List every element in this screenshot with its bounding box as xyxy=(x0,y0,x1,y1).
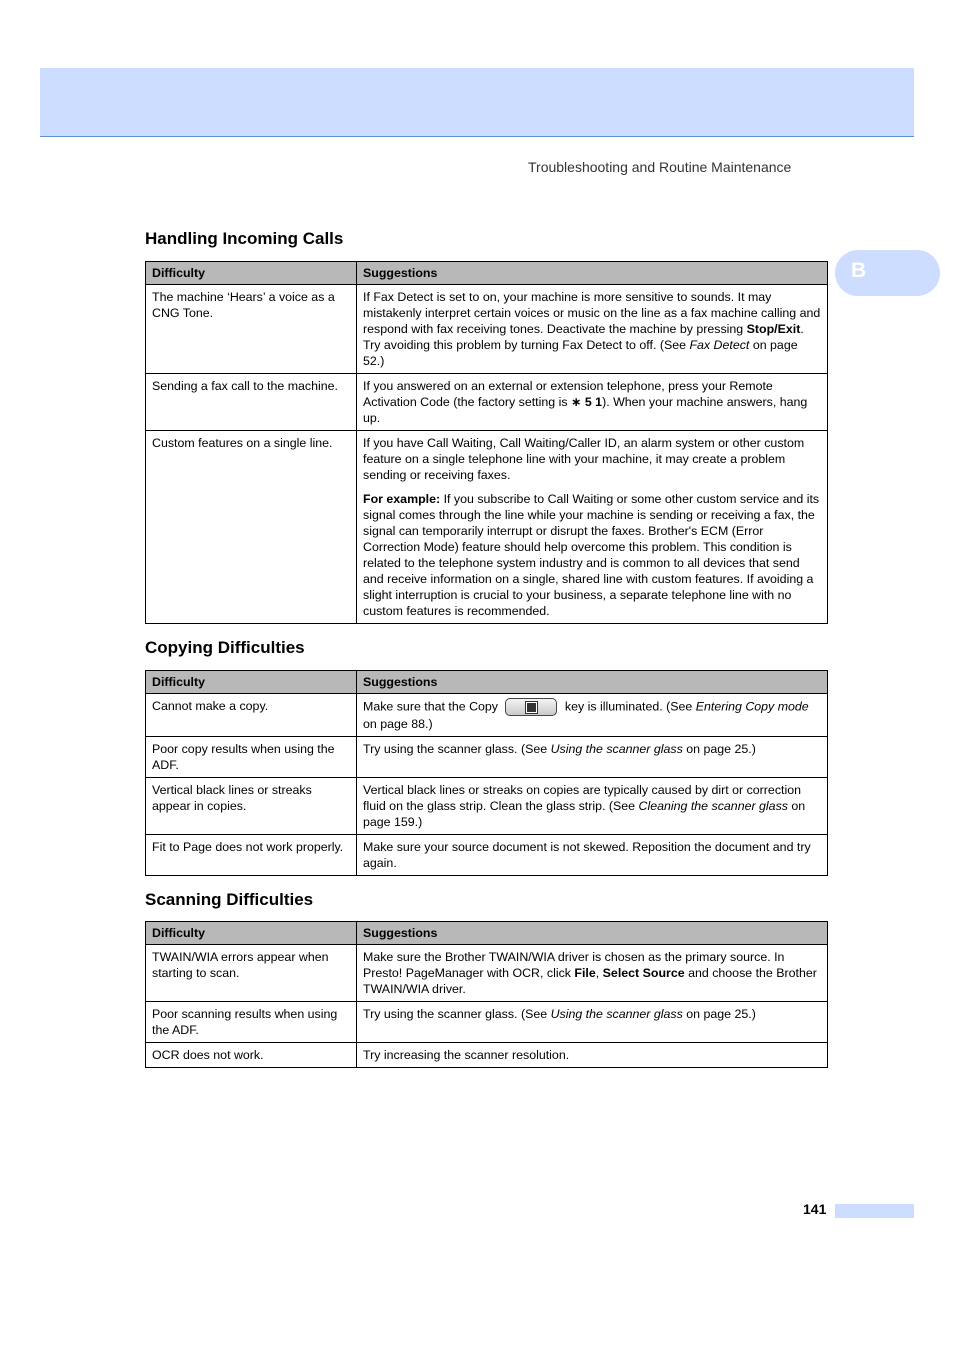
section-title-incoming-calls: Handling Incoming Calls xyxy=(145,229,344,248)
bold-text: File xyxy=(574,966,596,980)
column-header-difficulty: Difficulty xyxy=(146,922,357,945)
table-row xyxy=(146,778,828,835)
text-run: ). When your machine answers, hang up. xyxy=(363,395,808,425)
column-header-suggestions: Suggestions xyxy=(357,922,828,945)
table-incoming-calls xyxy=(145,261,828,624)
reference-text: Fax Detect xyxy=(689,338,750,352)
text-run: If you subscribe to Call Waiting or some other custom service and its signal comes through the line while your machine is sending or receiving a fax, the signal can temporarily interrupt or disrupt the faxes. Brother's ECM (Error Correction Mode) feature should help overcome this problem. This condition is related to the telephone system industry and is common to all devices that send and receive information on a single, shared line with custom features. If avoiding a slight interruption is crucial to your business, a separate telephone line with no custom features is recommended. xyxy=(363,492,820,618)
text-run: Vertical black lines or streaks on copies are typically caused by dirt or correction fluid on the glass strip. Clean the glass strip. (See xyxy=(363,783,801,813)
table-row xyxy=(146,835,828,876)
text-run: If Fax Detect is set to on, your machine is more sensitive to sounds. It may mistakenly interpret certain voices or music on the line as a fax machine calling and respond with fax receiving tones. Deactivate the machine by pressing xyxy=(363,290,821,336)
text-run: Make sure your source document is not skewed. Reposition the document and try again. xyxy=(363,840,811,870)
table-row xyxy=(146,945,828,1002)
table-header-row xyxy=(146,922,828,945)
suggestions-cell xyxy=(357,374,828,431)
table-row xyxy=(146,694,828,737)
column-header-difficulty: Difficulty xyxy=(146,262,357,285)
chapter-tab xyxy=(835,250,940,296)
reference-text: Using the scanner glass xyxy=(550,742,683,756)
difficulty-cell: Sending a fax call to the machine. xyxy=(146,374,357,431)
bold-text: For example: xyxy=(363,492,441,506)
difficulty-cell: The machine ‘Hears’ a voice as a CNG Tone. xyxy=(146,285,357,374)
reference-text: Cleaning the scanner glass xyxy=(638,799,788,813)
text-run: on page 52.) xyxy=(363,338,798,368)
table-scanning xyxy=(145,921,828,1068)
text-run: on page 159.) xyxy=(363,799,806,829)
suggestions-cell xyxy=(357,1002,828,1043)
suggestions-cell xyxy=(357,778,828,835)
section-title-scanning: Scanning Difficulties xyxy=(145,890,314,909)
text-run: Make sure the Brother TWAIN/WIA driver is chosen as the primary source. In Presto! PageManager with OCR, click xyxy=(363,950,785,980)
text-run: key is illuminated. (See xyxy=(561,699,696,714)
difficulty-cell: Fit to Page does not work properly. xyxy=(146,835,357,876)
column-header-suggestions: Suggestions xyxy=(357,262,828,285)
suggestions-cell xyxy=(357,285,828,374)
copy-key-icon xyxy=(505,698,557,716)
suggestions-cell xyxy=(357,1043,828,1068)
text-run: Make sure that the Copy xyxy=(363,699,502,714)
column-header-suggestions: Suggestions xyxy=(357,671,828,694)
difficulty-cell: Custom features on a single line. xyxy=(146,431,357,624)
difficulty-cell: Cannot make a copy. xyxy=(146,694,357,737)
suggestions-cell xyxy=(357,737,828,778)
text-run: Try using the scanner glass. (See xyxy=(363,1007,551,1021)
suggestions-cell xyxy=(357,694,828,737)
suggestion-paragraph xyxy=(363,289,821,369)
suggestions-cell xyxy=(357,945,828,1002)
text-run: If you have Call Waiting, Call Waiting/Caller ID, an alarm system or other custom feature on a single telephone line with your machine, it may create a problem sending or receiving faxes. xyxy=(363,436,805,482)
difficulty-cell: Vertical black lines or streaks appear in copies. xyxy=(146,778,357,835)
table-copying xyxy=(145,670,828,876)
bold-text: Stop/Exit xyxy=(746,322,801,336)
reference-text: Using the scanner glass xyxy=(550,1007,683,1021)
table-row xyxy=(146,1002,828,1043)
text-run: Try increasing the scanner resolution. xyxy=(363,1048,570,1062)
text-run: , xyxy=(595,966,603,980)
page-number-bar xyxy=(835,1204,914,1218)
difficulty-cell: TWAIN/WIA errors appear when starting to scan. xyxy=(146,945,357,1002)
suggestion-paragraph xyxy=(363,741,821,757)
text-run: Try using the scanner glass. (See xyxy=(363,742,551,756)
suggestions-cell xyxy=(357,835,828,876)
suggestion-paragraph xyxy=(363,698,821,732)
difficulty-cell: Poor copy results when using the ADF. xyxy=(146,737,357,778)
suggestion-paragraph xyxy=(363,1047,821,1063)
page-number: 141 xyxy=(803,1201,827,1217)
difficulty-cell: Poor scanning results when using the ADF. xyxy=(146,1002,357,1043)
text-run: on page 88.) xyxy=(363,717,433,731)
text-run: . Try avoiding this problem by turning Fax Detect to off. (See xyxy=(363,322,804,352)
column-header-difficulty: Difficulty xyxy=(146,671,357,694)
suggestion-paragraph xyxy=(363,378,821,426)
table-row xyxy=(146,285,828,374)
table-header-row xyxy=(146,262,828,285)
suggestion-paragraph xyxy=(363,949,821,997)
header-band xyxy=(40,68,914,137)
text-run: on page 25.) xyxy=(682,742,756,756)
suggestion-paragraph xyxy=(363,839,821,871)
suggestion-paragraph xyxy=(363,782,821,830)
reference-text: Entering Copy mode xyxy=(695,699,809,714)
table-row xyxy=(146,374,828,431)
text-run: and choose the Brother TWAIN/WIA driver. xyxy=(363,966,817,996)
difficulty-cell: OCR does not work. xyxy=(146,1043,357,1068)
running-header: Troubleshooting and Routine Maintenance xyxy=(528,159,792,175)
suggestion-paragraph xyxy=(363,491,821,619)
suggestions-cell xyxy=(357,431,828,624)
chapter-tab-label: B xyxy=(851,259,867,282)
bold-text: Select Source xyxy=(602,966,685,980)
table-row xyxy=(146,1043,828,1068)
suggestion-paragraph xyxy=(363,435,821,483)
suggestion-paragraph xyxy=(363,1006,821,1022)
bold-text: ∗ 5 1 xyxy=(571,395,603,409)
text-run: If you answered on an external or extension telephone, press your Remote Activation Code (the factory setting is xyxy=(363,379,773,409)
section-title-copying: Copying Difficulties xyxy=(145,638,305,657)
text-run: on page 25.) xyxy=(682,1007,756,1021)
table-row xyxy=(146,431,828,624)
table-row xyxy=(146,737,828,778)
table-header-row xyxy=(146,671,828,694)
